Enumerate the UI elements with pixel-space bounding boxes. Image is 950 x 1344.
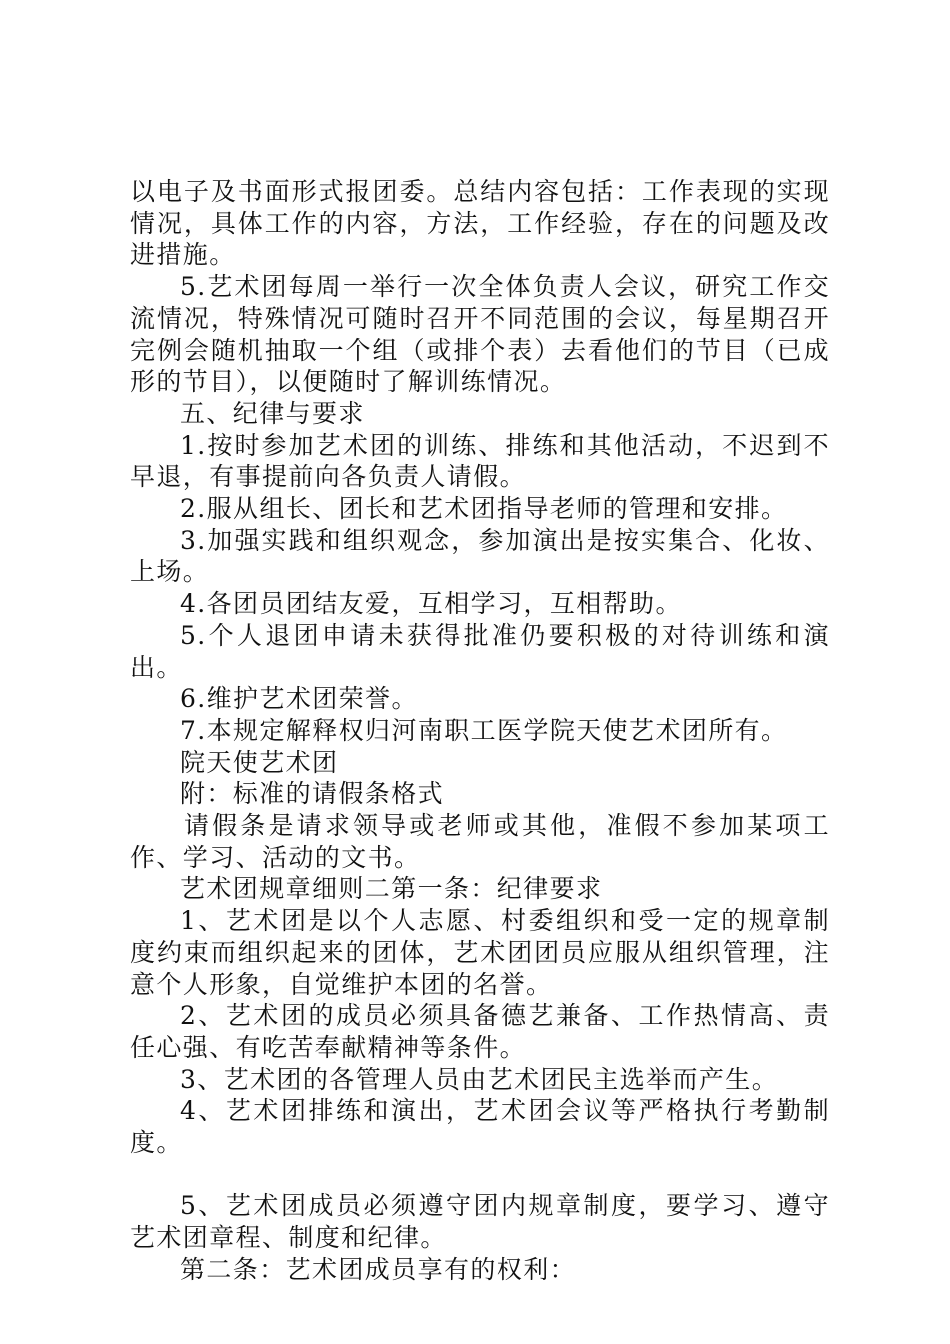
section-heading-article-one: 艺术团规章细则二第一条：纪律要求 <box>180 874 603 904</box>
article-one-item-5: 5、艺术团成员必须遵守团内规章制度，要学习、遵守艺术团章程、制度和纪律。 <box>130 1191 830 1253</box>
document-body <box>130 176 830 1286</box>
blank-line <box>130 1159 830 1191</box>
article-one-item-1: 1、艺术团是以个人志愿、村委组织和受一定的规章制度约束而组织起来的团体，艺术团团员应服从组织管理，注意个人形象，自觉维护本团的名誉。 <box>130 906 830 999</box>
rule-item-3: 3.加强实践和组织观念，参加演出是按实集合、化妆、上场。 <box>130 525 830 587</box>
organization-name: 院天使艺术团 <box>180 747 339 777</box>
rule-item-4: 4.各团员团结友爱，互相学习，互相帮助。 <box>180 589 682 619</box>
article-one-item-4: 4、艺术团排练和演出，艺术团会议等严格执行考勤制度。 <box>130 1096 830 1158</box>
section-heading-article-two: 第二条：艺术团成员享有的权利： <box>180 1254 577 1284</box>
section-heading-discipline: 五、纪律与要求 <box>180 398 365 428</box>
article-one-item-2: 2、艺术团的成员必须具备德艺兼备、工作热情高、责任心强、有吃苦奉献精神等条件。 <box>130 1001 830 1062</box>
paragraph-summary-content: 以电子及书面形式报团委。总结内容包括：工作表现的实现情况，具体工作的内容，方法，工作经验，存在的问题及改进措施。 <box>130 177 830 270</box>
appendix-heading: 附：标准的请假条格式 <box>180 779 445 809</box>
article-one-item-3: 3、艺术团的各管理人员由艺术团民主选举而产生。 <box>180 1064 779 1094</box>
paragraph-leave-note-definition: 请假条是请求领导或老师或其他，准假不参加某项工作、学习、活动的文书。 <box>130 811 830 872</box>
rule-item-7: 7.本规定解释权归河南职工医学院天使艺术团所有。 <box>180 715 788 745</box>
rule-item-2: 2.服从组长、团长和艺术团指导老师的管理和安排。 <box>180 494 788 524</box>
rule-item-5: 5.个人退团申请未获得批准仍要积极的对待训练和演出。 <box>130 620 830 682</box>
rule-item-1: 1.按时参加艺术团的训练、排练和其他活动，不迟到不早退，有事提前向各负责人请假。 <box>130 430 830 492</box>
paragraph-weekly-meeting: 5.艺术团每周一举行一次全体负责人会议，研究工作交流情况，特殊情况可随时召开不同范围的会议，每星期召开完例会随机抽取一个组（或排个表）去看他们的节目（已成形的节目），以便随时了解训练情况。 <box>130 272 830 397</box>
rule-item-6: 6.维护艺术团荣誉。 <box>180 684 418 714</box>
